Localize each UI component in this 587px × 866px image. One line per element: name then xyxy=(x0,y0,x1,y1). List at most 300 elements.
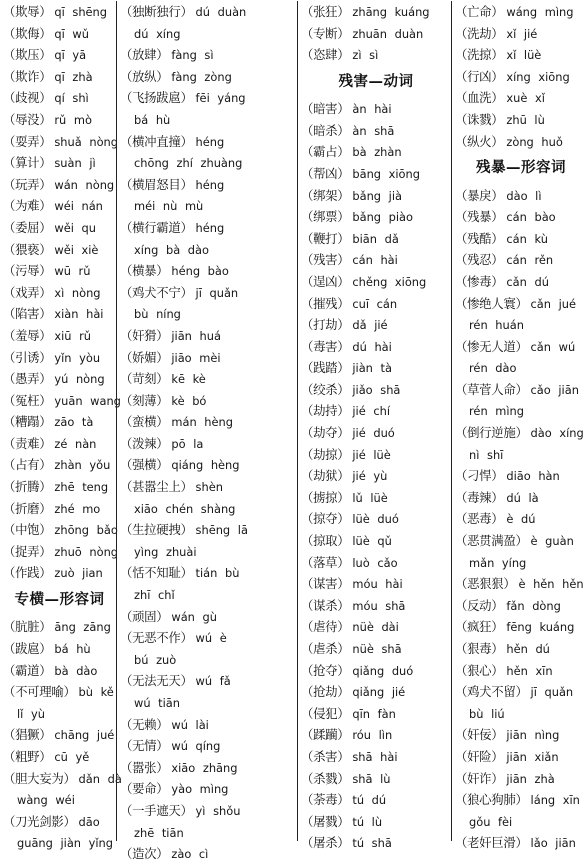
dictionary-entry xyxy=(455,271,587,293)
entry-pinyin: cǎo jiān xyxy=(530,382,579,397)
entry-pinyin: shā hài xyxy=(352,749,398,764)
entry-pinyin: xǐ jié xyxy=(506,26,538,41)
entry-word: （屠戮） xyxy=(301,813,350,829)
entry-pinyin: zhū lù xyxy=(506,112,545,127)
entry-word: （蛮横） xyxy=(120,414,169,430)
entry-pinyin: qí shì xyxy=(54,91,89,106)
entry-continuation xyxy=(120,23,297,45)
entry-pinyin: shuǎ nòng xyxy=(54,134,118,149)
entry-pinyin: wú lài xyxy=(171,717,209,732)
entry-continuation xyxy=(455,552,587,574)
entry-word: （猥亵） xyxy=(3,241,52,257)
entry-pinyin: rǔ mò xyxy=(54,112,92,127)
entry-word: （欺辱） xyxy=(3,4,52,19)
dictionary-entry xyxy=(455,487,587,509)
entry-word: （劫掠） xyxy=(301,446,350,462)
entry-word: （无情） xyxy=(120,738,169,754)
entry-pinyin: mǎn yíng xyxy=(469,555,527,570)
entry-pinyin: kè bó xyxy=(171,393,207,408)
entry-pinyin: wěi qu xyxy=(54,220,96,235)
dictionary-entry xyxy=(455,185,587,207)
entry-word: （掠取） xyxy=(301,533,350,549)
entry-word: （刻薄） xyxy=(120,392,169,408)
entry-continuation xyxy=(455,400,587,422)
dictionary-entry xyxy=(455,530,587,552)
entry-continuation xyxy=(3,789,116,811)
entry-word: （占有） xyxy=(3,457,52,473)
dictionary-entry xyxy=(3,23,116,45)
dictionary-entry xyxy=(301,23,451,45)
entry-word: （奸险） xyxy=(455,748,504,764)
entry-word: （羞辱） xyxy=(3,327,52,343)
entry-pinyin: wán nòng xyxy=(54,177,115,192)
entry-pinyin: qiǎng jié xyxy=(352,685,406,700)
entry-pinyin: dú duàn xyxy=(195,5,247,19)
dictionary-entry xyxy=(120,433,297,455)
entry-pinyin: méi nù mù xyxy=(134,199,204,214)
entry-pinyin: wú tiān xyxy=(134,696,180,710)
entry-word: （刀光剑影） xyxy=(3,813,76,829)
entry-word: （恬不知耻） xyxy=(120,565,193,581)
entry-word: （飞扬跋扈） xyxy=(120,90,193,106)
entry-word: （掠夺） xyxy=(301,511,350,527)
entry-word: （毒害） xyxy=(301,338,350,354)
dictionary-entry xyxy=(3,87,116,109)
entry-word: （戏弄） xyxy=(3,284,52,300)
entry-word: （绑票） xyxy=(301,209,350,225)
entry-continuation xyxy=(120,109,297,131)
dictionary-entry xyxy=(455,681,587,703)
entry-word: （不可理喻） xyxy=(3,684,76,700)
entry-pinyin: fēi yáng xyxy=(195,91,246,106)
entry-word: （血洗） xyxy=(455,90,504,106)
entry-word: （鸡犬不留） xyxy=(455,684,528,700)
dictionary-entry xyxy=(120,519,297,541)
entry-pinyin: héng xyxy=(195,177,225,192)
dictionary-entry xyxy=(3,768,122,790)
entry-word: （生拉硬拽） xyxy=(120,522,193,538)
dictionary-entry xyxy=(3,44,116,66)
entry-word: （粗野） xyxy=(3,748,52,764)
dictionary-entry xyxy=(301,660,451,682)
entry-word: （强横） xyxy=(120,457,169,473)
entry-pinyin: jiāo mèi xyxy=(171,350,221,365)
entry-word: （玩弄） xyxy=(3,176,52,192)
entry-pinyin: qiáng hèng xyxy=(171,458,240,473)
dictionary-entry xyxy=(120,476,297,498)
column-4 xyxy=(451,1,587,851)
dictionary-entry xyxy=(301,811,451,833)
entry-pinyin: xíng bà dào xyxy=(134,242,209,257)
entry-word: （亡命） xyxy=(455,4,504,19)
entry-pinyin: zhī chǐ xyxy=(134,588,175,603)
entry-word: （洗劫） xyxy=(455,25,504,41)
dictionary-entry xyxy=(120,347,297,369)
dictionary-entry xyxy=(455,66,587,88)
entry-pinyin: cǎn wú xyxy=(530,339,576,354)
entry-continuation xyxy=(120,303,297,325)
entry-pinyin: qīn fàn xyxy=(352,706,396,721)
entry-pinyin: cū yě xyxy=(54,749,90,764)
entry-pinyin: cǎn jué xyxy=(530,296,577,311)
entry-word: （引诱） xyxy=(3,349,52,365)
entry-pinyin: wán gù xyxy=(171,609,217,624)
dictionary-entry xyxy=(301,271,451,293)
dictionary-entry xyxy=(3,519,116,541)
entry-word: （刁悍） xyxy=(455,468,504,484)
entry-word: （践踏） xyxy=(301,360,350,376)
dictionary-entry xyxy=(3,174,116,196)
entry-word: （放肆） xyxy=(120,47,169,63)
dictionary-entry xyxy=(120,131,297,153)
entry-word: （污辱） xyxy=(3,263,52,279)
entry-word: （折磨） xyxy=(3,500,52,516)
entry-word: （劫持） xyxy=(301,403,350,419)
entry-word: （恣肆） xyxy=(301,47,350,63)
dictionary-entry xyxy=(3,541,119,563)
entry-word: （捉弄） xyxy=(3,543,52,559)
entry-pinyin: chōng zhí zhuàng xyxy=(134,156,243,171)
entry-word: （残忍） xyxy=(455,252,504,268)
dictionary-entry xyxy=(120,66,297,88)
entry-word: （落草） xyxy=(301,554,350,570)
dictionary-entry xyxy=(3,390,121,412)
dictionary-entry xyxy=(120,368,297,390)
entry-word: （鸡犬不宁） xyxy=(120,284,193,300)
entry-word: （无恶不作） xyxy=(120,630,193,646)
entry-pinyin: yǐn yòu xyxy=(54,350,101,365)
entry-continuation xyxy=(455,314,587,336)
dictionary-entry xyxy=(455,638,587,660)
dictionary-entry xyxy=(301,616,451,638)
entry-pinyin: héng xyxy=(195,134,225,149)
entry-continuation xyxy=(120,649,297,671)
entry-word: （杀戮） xyxy=(301,770,350,786)
entry-pinyin: cán bào xyxy=(506,210,556,225)
entry-pinyin: tú lù xyxy=(352,814,383,829)
entry-pinyin: qī zhà xyxy=(54,69,93,84)
entry-word: （陷害） xyxy=(3,306,52,322)
entry-pinyin: dào xíng xyxy=(530,426,584,441)
dictionary-entry xyxy=(120,735,297,757)
dictionary-entry xyxy=(3,681,116,703)
entry-word: （恶狠狠） xyxy=(455,576,516,592)
entry-word: （倒行逆施） xyxy=(455,425,528,441)
dictionary-entry xyxy=(455,465,587,487)
entry-pinyin: wéi nán xyxy=(54,199,103,214)
entry-word: （奸猾） xyxy=(120,327,169,343)
entry-pinyin: zhōng bǎo xyxy=(54,523,118,538)
entry-pinyin: bǎng piào xyxy=(352,210,414,225)
dictionary-entry xyxy=(120,800,297,822)
entry-pinyin: àn shā xyxy=(352,123,395,138)
entry-word: （摧残） xyxy=(301,295,350,311)
entry-word: （打劫） xyxy=(301,317,350,333)
entry-pinyin: bù níng xyxy=(134,307,181,322)
entry-word: （草菅人命） xyxy=(455,381,528,397)
entry-pinyin: xíng xiōng xyxy=(506,69,570,84)
entry-word: （无法无天） xyxy=(120,673,193,689)
entry-pinyin: xiàn hài xyxy=(54,307,104,322)
dictionary-entry xyxy=(120,454,297,476)
dictionary-entry xyxy=(301,465,451,487)
entry-word: （奸诈） xyxy=(455,770,504,786)
entry-pinyin: gǒu fèi xyxy=(469,814,513,829)
entry-pinyin: yú nòng xyxy=(54,372,105,387)
entry-word: （娇媚） xyxy=(120,349,169,365)
entry-word: （鞭打） xyxy=(301,230,350,246)
entry-word: （歧视） xyxy=(3,90,52,106)
entry-pinyin: àn hài xyxy=(352,102,392,117)
dictionary-entry xyxy=(3,498,116,520)
dictionary-entry xyxy=(455,1,587,23)
dictionary-entry xyxy=(301,573,451,595)
entry-pinyin: yào mìng xyxy=(171,782,229,797)
entry-pinyin: nüè dài xyxy=(352,620,399,635)
entry-pinyin: bǎng jià xyxy=(352,188,402,203)
entry-word: （欺压） xyxy=(3,47,52,63)
entry-pinyin: láng xīn xyxy=(530,793,580,808)
dictionary-entry xyxy=(3,562,116,584)
dictionary-entry xyxy=(301,141,451,163)
column-2 xyxy=(116,1,297,862)
entry-word: （掳掠） xyxy=(301,489,350,505)
entry-pinyin: wú è xyxy=(195,631,227,646)
entry-continuation xyxy=(120,584,297,606)
dictionary-entry xyxy=(455,336,587,358)
entry-pinyin: chāng jué xyxy=(54,728,115,743)
entry-word: （为难） xyxy=(3,198,52,214)
entry-word: （折腾） xyxy=(3,479,52,495)
dictionary-entry xyxy=(301,314,451,336)
entry-word: （谋害） xyxy=(301,576,350,592)
entry-word: （疯狂） xyxy=(455,619,504,635)
entry-word: （造次） xyxy=(120,846,169,862)
entry-word: （劫夺） xyxy=(301,425,350,441)
dictionary-entry xyxy=(120,174,297,196)
dictionary-entry xyxy=(120,44,297,66)
dictionary-entry xyxy=(3,347,116,369)
entry-word: （欺诈） xyxy=(3,68,52,84)
entry-pinyin: bù liú xyxy=(469,706,505,721)
dictionary-entry xyxy=(3,109,116,131)
entry-word: （奸佞） xyxy=(455,727,504,743)
dictionary-entry xyxy=(120,325,297,347)
entry-pinyin: shēng lā xyxy=(195,523,248,538)
dictionary-entry xyxy=(301,638,451,660)
entry-pinyin: lüè duó xyxy=(352,512,399,527)
column-1 xyxy=(0,1,122,851)
dictionary-entry xyxy=(120,411,297,433)
entry-pinyin: móu shā xyxy=(352,598,406,613)
entry-pinyin: hěn dú xyxy=(506,642,550,657)
dictionary-entry xyxy=(120,1,297,23)
dictionary-entry xyxy=(301,530,451,552)
entry-pinyin: móu hài xyxy=(352,577,403,592)
entry-continuation xyxy=(120,498,297,520)
dictionary-entry xyxy=(3,638,116,660)
dictionary-entry xyxy=(3,476,116,498)
dictionary-entry xyxy=(301,595,451,617)
entry-word: （劫狱） xyxy=(301,468,350,484)
entry-pinyin: fàng zòng xyxy=(171,69,232,84)
entry-continuation xyxy=(3,832,116,854)
entry-pinyin: bù kě xyxy=(78,685,114,700)
entry-continuation xyxy=(120,692,297,714)
entry-pinyin: dú là xyxy=(506,490,539,505)
entry-pinyin: lǎo jiān xyxy=(530,836,576,851)
entry-pinyin: jiān zhà xyxy=(506,771,555,786)
entry-pinyin: tú dú xyxy=(352,793,387,808)
dictionary-entry xyxy=(301,44,451,66)
entry-pinyin: xiāo chén shàng xyxy=(134,501,236,516)
dictionary-entry xyxy=(120,390,297,412)
entry-pinyin: rén dào xyxy=(469,361,517,376)
dictionary-entry xyxy=(301,206,451,228)
dictionary-entry xyxy=(455,206,587,228)
entry-word: （屠杀） xyxy=(301,835,350,851)
entry-pinyin: tián bù xyxy=(195,566,240,581)
entry-word: （绑架） xyxy=(301,187,350,203)
entry-pinyin: jié yù xyxy=(352,469,388,484)
entry-pinyin: lǔ lüè xyxy=(352,490,388,505)
dictionary-entry xyxy=(3,368,116,390)
entry-pinyin: dú hài xyxy=(352,339,392,354)
entry-pinyin: zhé mo xyxy=(54,501,101,516)
entry-pinyin: jī quǎn xyxy=(530,685,574,700)
dictionary-entry xyxy=(120,778,297,800)
entry-pinyin: dào lì xyxy=(506,188,542,203)
entry-word: （帮凶） xyxy=(301,165,350,181)
entry-pinyin: dǎ jié xyxy=(352,318,388,333)
entry-pinyin: bá hù xyxy=(134,112,171,127)
entry-pinyin: jī quǎn xyxy=(195,285,239,300)
entry-word: （虐杀） xyxy=(301,641,350,657)
entry-word: （算计） xyxy=(3,155,52,171)
entry-pinyin: jiān xiǎn xyxy=(506,749,559,764)
entry-word: （耍弄） xyxy=(3,133,52,149)
entry-pinyin: è hěn hěn xyxy=(518,577,584,592)
dictionary-entry xyxy=(120,217,297,239)
dictionary-entry xyxy=(455,422,587,444)
dictionary-entry xyxy=(301,746,451,768)
entry-continuation xyxy=(455,811,587,833)
dictionary-entry xyxy=(301,724,451,746)
dictionary-entry xyxy=(301,228,451,250)
entry-pinyin: zào cì xyxy=(171,847,209,862)
entry-pinyin: dú xíng xyxy=(134,26,181,41)
entry-continuation xyxy=(120,541,297,563)
entry-word: （责难） xyxy=(3,435,52,451)
entry-pinyin: jié lüè xyxy=(352,447,391,462)
entry-pinyin: róu lìn xyxy=(352,728,393,743)
entry-word: （反动） xyxy=(455,597,504,613)
entry-pinyin: jiàn tà xyxy=(352,361,392,376)
entry-word: （暗杀） xyxy=(301,122,350,138)
dictionary-entry xyxy=(455,573,587,595)
entry-pinyin: zhuān duàn xyxy=(352,26,424,41)
entry-pinyin: fǎn dòng xyxy=(506,598,561,613)
entry-pinyin: qī wǔ xyxy=(54,26,89,41)
entry-word: （胆大妄为） xyxy=(3,770,76,786)
entry-word: （作践） xyxy=(3,565,52,581)
entry-pinyin: shèn xyxy=(195,480,223,495)
dictionary-entry xyxy=(120,562,297,584)
entry-continuation xyxy=(455,357,587,379)
entry-pinyin: yì shǒu xyxy=(195,803,241,818)
dictionary-entry xyxy=(455,23,587,45)
entry-word: （逞凶） xyxy=(301,273,350,289)
dictionary-entry xyxy=(455,789,587,811)
dictionary-entry xyxy=(455,131,587,153)
dictionary-entry xyxy=(120,670,297,692)
entry-word: （抢劫） xyxy=(301,684,350,700)
dictionary-entry xyxy=(3,282,116,304)
dictionary-entry xyxy=(301,120,451,142)
entry-word: （虐待） xyxy=(301,619,350,635)
entry-word: （霸占） xyxy=(301,144,350,160)
entry-word: （放纵） xyxy=(120,68,169,84)
dictionary-entry xyxy=(455,724,587,746)
entry-word: （抢夺） xyxy=(301,662,350,678)
column-3 xyxy=(297,1,451,851)
entry-word: （蹂躏） xyxy=(301,727,350,743)
dictionary-entry xyxy=(3,433,116,455)
entry-word: （肮脏） xyxy=(3,619,52,635)
dictionary-entry xyxy=(455,746,587,768)
dictionary-entry xyxy=(3,724,116,746)
entry-pinyin: zì sì xyxy=(352,48,379,63)
dictionary-entry xyxy=(301,400,451,422)
entry-pinyin: zuò jian xyxy=(54,566,103,581)
dictionary-entry xyxy=(455,832,587,854)
entry-pinyin: zé nàn xyxy=(54,436,97,451)
entry-pinyin: héng bào xyxy=(171,264,229,279)
entry-continuation xyxy=(120,822,297,844)
dictionary-entry xyxy=(3,195,116,217)
entry-word: （跋扈） xyxy=(3,641,52,657)
entry-pinyin: xiū rǔ xyxy=(54,328,92,343)
dictionary-entry xyxy=(455,616,587,638)
entry-pinyin: wàng wéi xyxy=(17,793,75,808)
entry-word: （嚣张） xyxy=(120,759,169,775)
entry-pinyin: cuī cán xyxy=(352,296,398,311)
entry-pinyin: xiāo zhāng xyxy=(171,760,238,775)
entry-word: （要命） xyxy=(120,781,169,797)
entry-pinyin: dǎn dà xyxy=(78,771,122,786)
dictionary-entry xyxy=(120,714,297,736)
entry-pinyin: bà dào xyxy=(54,663,98,678)
entry-pinyin: chěng xiōng xyxy=(352,274,427,289)
dictionary-entry xyxy=(301,293,451,315)
entry-pinyin: āng zāng xyxy=(54,620,111,635)
dictionary-entry xyxy=(120,260,297,282)
entry-word: （霸道） xyxy=(3,662,52,678)
entry-word: （冤枉） xyxy=(3,392,52,408)
entry-pinyin: zhuō nòng xyxy=(54,544,119,559)
dictionary-entry xyxy=(455,768,587,790)
dictionary-entry xyxy=(301,444,451,466)
entry-word: （猖獗） xyxy=(3,727,52,743)
entry-pinyin: wū rǔ xyxy=(54,264,91,279)
entry-pinyin: bà zhàn xyxy=(352,145,402,160)
dictionary-entry xyxy=(455,44,587,66)
entry-word: （洗掠） xyxy=(455,47,504,63)
dictionary-entry xyxy=(3,303,116,325)
entry-continuation xyxy=(3,703,116,725)
dictionary-entry xyxy=(120,87,297,109)
entry-pinyin: cán kù xyxy=(506,231,548,246)
